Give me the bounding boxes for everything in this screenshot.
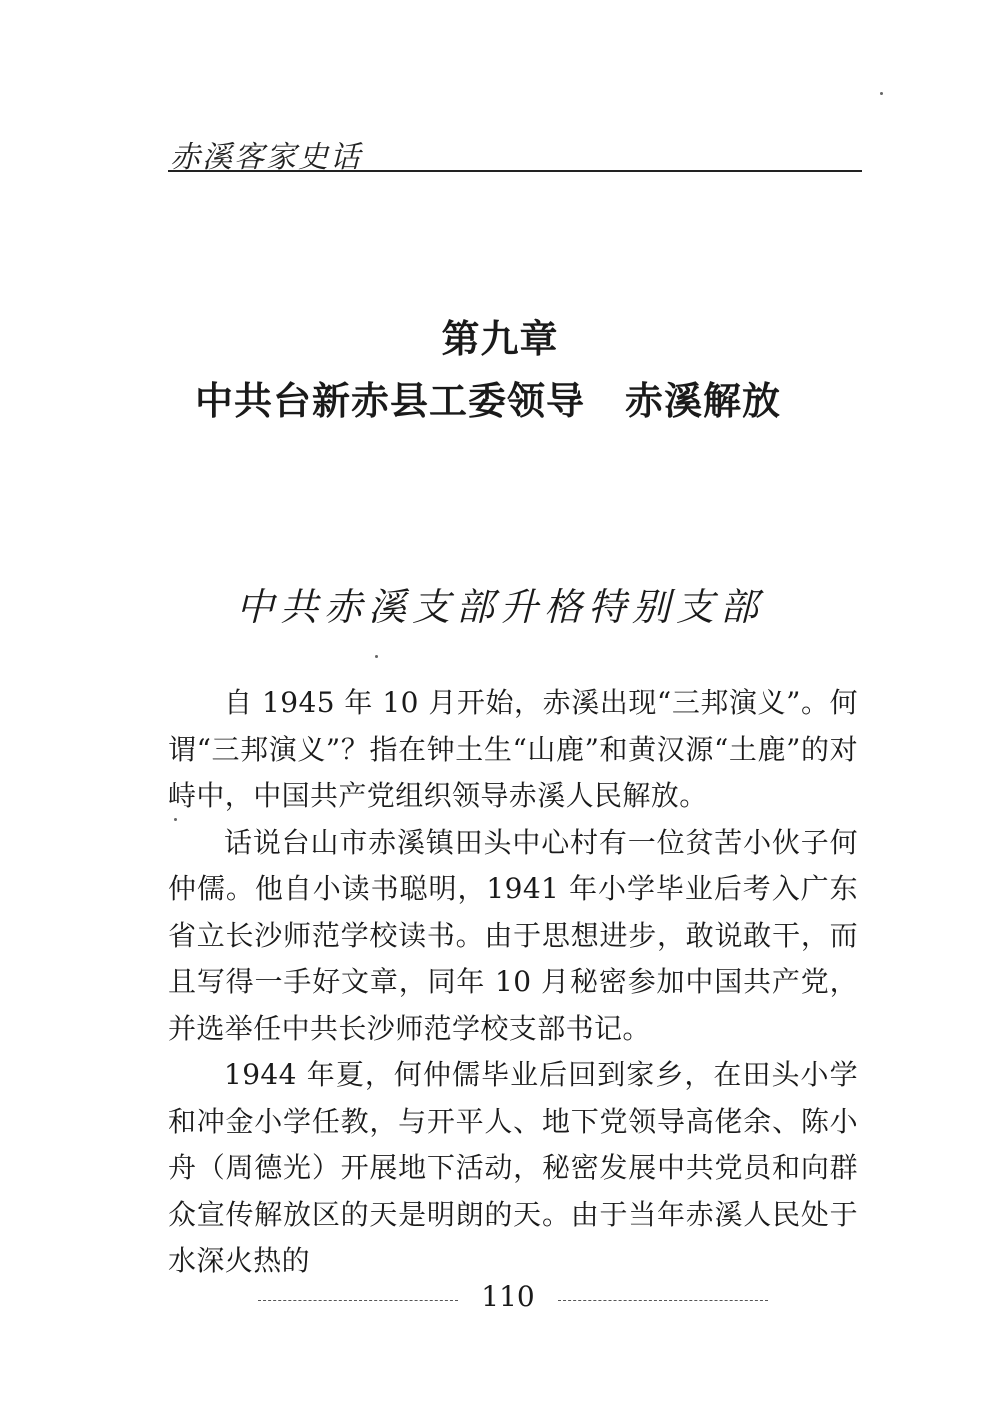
- paragraph: 话说台山市赤溪镇田头中心村有一位贫苦小伙子何仲儒。他自小读书聪明，1941 年小学毕业后考入广东省立长沙师范学校读书。由于思想进步，敢说敢干，而且写得一手好文章，同年 10 月秘密参加中国共产党，并选举任中共长沙师范学校支部书记。: [168, 825, 858, 1045]
- paragraph: 1944 年夏，何仲儒毕业后回到家乡，在田头小学和冲金小学任教，与开平人、地下党领导高佬余、陈小舟（周德光）开展地下活动，秘密发展中共党员和向群众宣传解放区的天是明朗的天。由于当年赤溪人民处于水深火热的: [168, 1058, 858, 1277]
- page-footer: [258, 1280, 768, 1320]
- scan-speck: [174, 818, 177, 821]
- paragraph: 自 1945 年 10 月开始，赤溪出现“三邦演义”。何谓“三邦演义”？指在钟土生“山鹿”和黄汉源“土鹿”的对峙中，中国共产党组织领导赤溪人民解放。: [168, 686, 858, 812]
- body-text: [168, 680, 858, 1285]
- chapter-title: [195, 370, 895, 425]
- footer-rule-right: [558, 1300, 768, 1301]
- section-title: 中共赤溪支部升格特别支部: [235, 585, 764, 629]
- scan-speck: [880, 92, 883, 95]
- chapter-title-part2: 赤溪解放: [625, 379, 782, 423]
- page-number: 110: [481, 1280, 535, 1313]
- running-header: 赤溪客家史话: [170, 140, 362, 175]
- footer-rule-left: [258, 1300, 458, 1301]
- chapter-title-part1: 中共台新赤县工委领导: [195, 379, 586, 423]
- scan-speck: [375, 655, 378, 658]
- chapter-number: 第九章: [441, 317, 559, 361]
- header-rule: [168, 170, 862, 172]
